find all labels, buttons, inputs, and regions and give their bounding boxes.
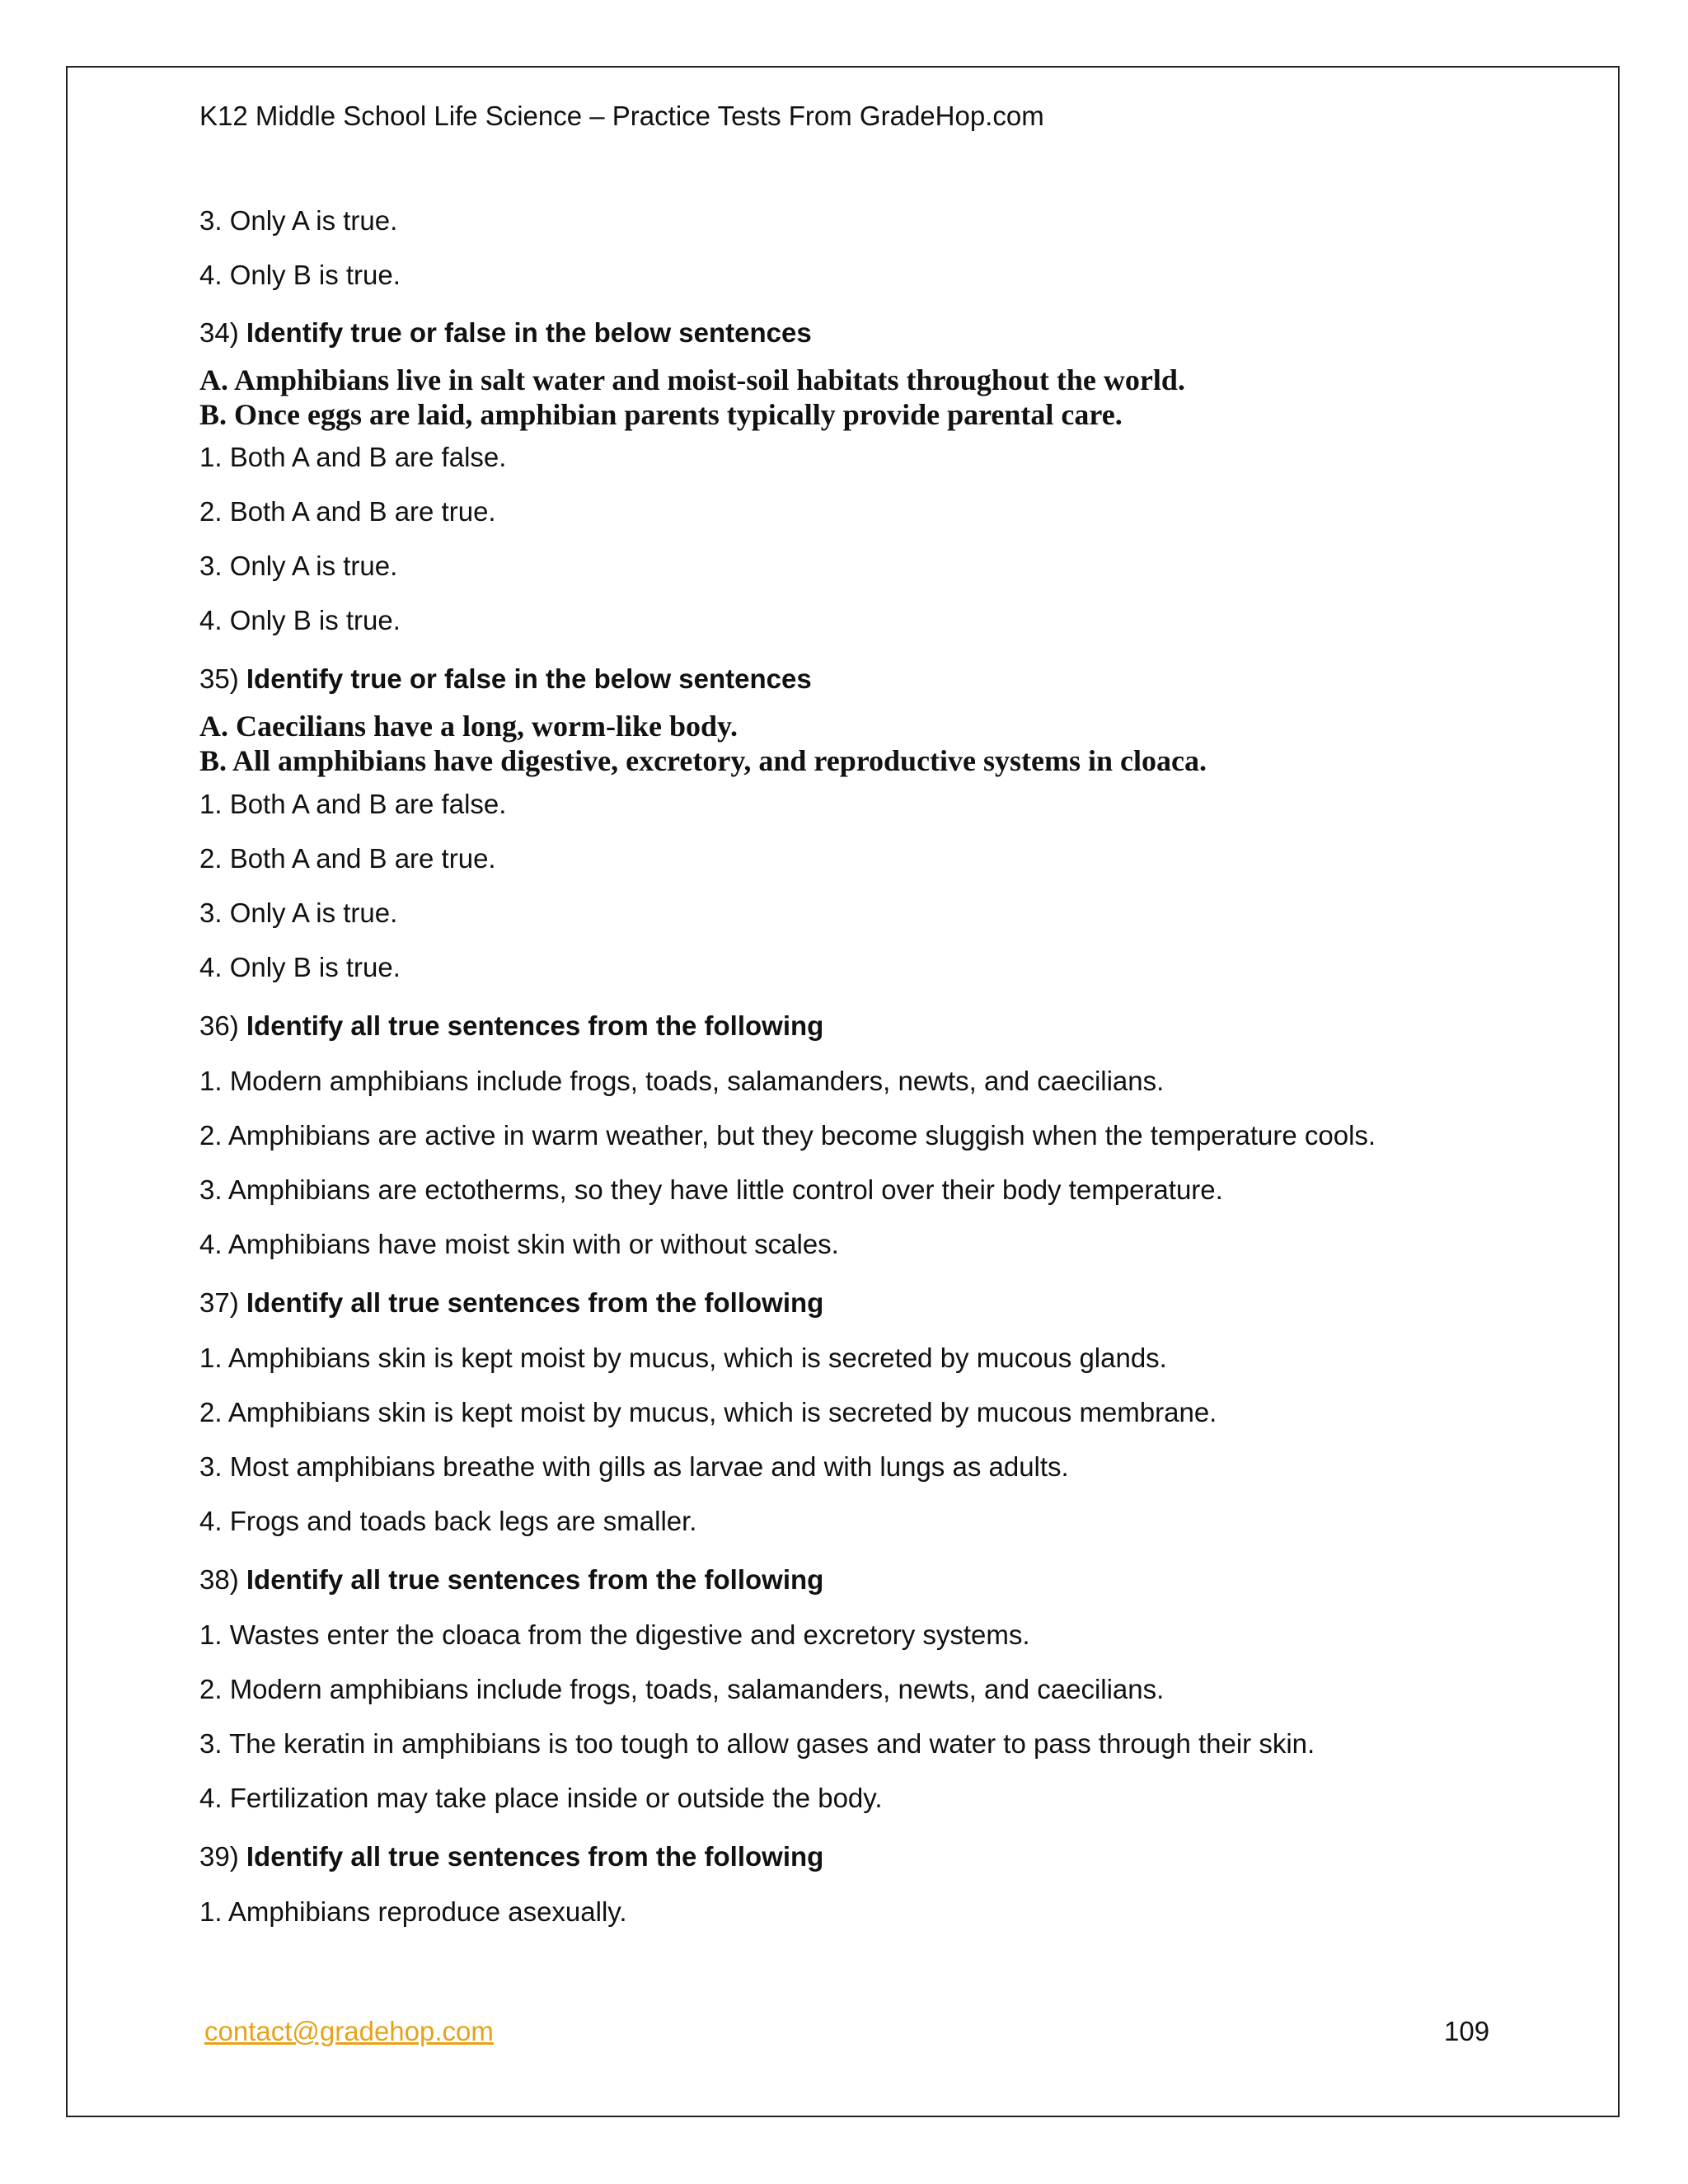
question-number: 37) (199, 1287, 239, 1318)
question-39 (199, 1840, 823, 1873)
page-number: 109 (1444, 2016, 1490, 2046)
question-prompt: Identify true or false in the below sentences (246, 317, 812, 348)
option: 4. Only B is true. (199, 605, 401, 635)
option: 2. Amphibians are active in warm weather, but they become sluggish when the temperature cools. (199, 1120, 1376, 1151)
question-number: 38) (199, 1564, 239, 1595)
question-number: 35) (199, 663, 239, 694)
question-number: 36) (199, 1010, 239, 1041)
option: 2. Modern amphibians include frogs, toads, salamanders, newts, and caecilians. (199, 1674, 1165, 1704)
option: 1. Modern amphibians include frogs, toads, salamanders, newts, and caecilians. (199, 1066, 1165, 1096)
question-number: 34) (199, 317, 239, 348)
question-36 (199, 1010, 823, 1043)
option: 4. Frogs and toads back legs are smaller. (199, 1506, 697, 1536)
option: 4. Fertilization may take place inside or outside the body. (199, 1783, 883, 1813)
option: 3. The keratin in amphibians is too tough to allow gases and water to pass through their skin. (199, 1728, 1315, 1759)
statement-a: A. Caecilians have a long, worm-like body. (199, 710, 738, 743)
question-number: 39) (199, 1841, 239, 1872)
option: 3. Most amphibians breathe with gills as larvae and with lungs as adults. (199, 1451, 1069, 1482)
statement-a: A. Amphibians live in salt water and moist-soil habitats throughout the world. (199, 363, 1185, 396)
option: 2. Both A and B are true. (199, 843, 496, 874)
option: 1. Amphibians skin is kept moist by mucus, which is secreted by mucous glands. (199, 1343, 1167, 1373)
option: 2. Amphibians skin is kept moist by mucus, which is secreted by mucous membrane. (199, 1397, 1217, 1427)
question-38 (199, 1563, 823, 1596)
contact-email-link[interactable]: contact@gradehop.com (204, 2016, 494, 2046)
option-prev-3: 3. Only A is true. (199, 205, 398, 236)
option: 3. Amphibians are ectotherms, so they have little control over their body temperature. (199, 1174, 1223, 1205)
option: 1. Amphibians reproduce asexually. (199, 1896, 627, 1927)
question-prompt: Identify all true sentences from the following (246, 1010, 824, 1041)
option: 2. Both A and B are true. (199, 496, 496, 527)
option: 1. Wastes enter the cloaca from the digestive and excretory systems. (199, 1619, 1030, 1650)
question-37 (199, 1286, 823, 1319)
question-prompt: Identify all true sentences from the following (246, 1564, 824, 1595)
option: 1. Both A and B are false. (199, 442, 507, 472)
question-prompt: Identify all true sentences from the following (246, 1287, 824, 1318)
option: 4. Amphibians have moist skin with or without scales. (199, 1229, 839, 1259)
question-prompt: Identify all true sentences from the following (246, 1841, 824, 1872)
option: 3. Only A is true. (199, 898, 398, 928)
question-prompt: Identify true or false in the below sentences (246, 663, 812, 694)
option: 4. Only B is true. (199, 952, 401, 982)
option: 1. Both A and B are false. (199, 789, 507, 819)
question-35 (199, 663, 812, 696)
statement-b: B. Once eggs are laid, amphibian parents typically provide parental care. (199, 398, 1123, 431)
page-header: K12 Middle School Life Science – Practice Tests From GradeHop.com (199, 101, 1044, 131)
option-prev-4: 4. Only B is true. (199, 260, 401, 290)
option: 3. Only A is true. (199, 551, 398, 581)
question-34 (199, 316, 812, 349)
statement-b: B. All amphibians have digestive, excretory, and reproductive systems in cloaca. (199, 744, 1207, 777)
